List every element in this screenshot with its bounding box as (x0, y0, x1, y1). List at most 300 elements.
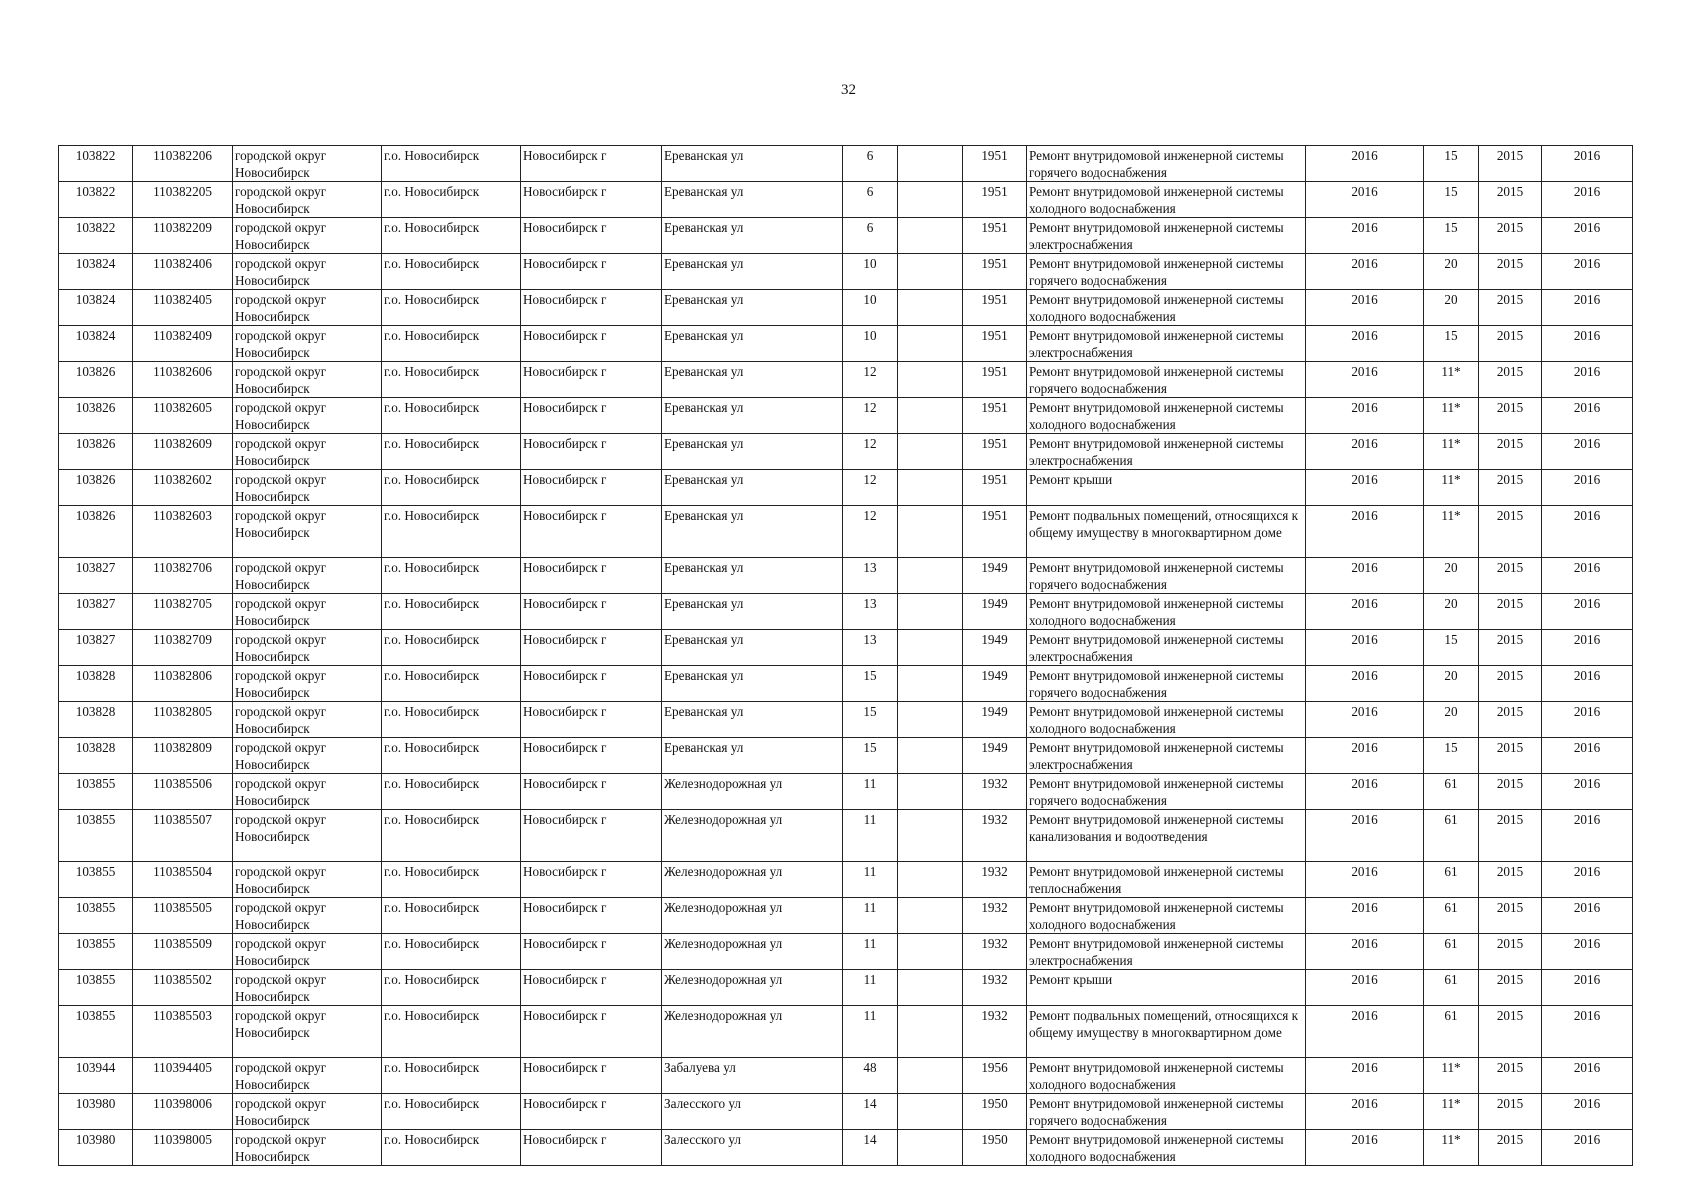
cell-street: Ереванская ул (662, 594, 843, 630)
cell-work-id: 110398005 (133, 1130, 233, 1166)
cell-plan-year: 2016 (1306, 774, 1424, 810)
cell-work-id: 110385509 (133, 934, 233, 970)
cell-settlement-short: г.о. Новосибирск (382, 254, 521, 290)
cell-plan-year: 2016 (1306, 862, 1424, 898)
cell-work-id: 110382705 (133, 594, 233, 630)
cell-building (898, 630, 963, 666)
cell-year-from: 2015 (1479, 898, 1542, 934)
cell-settlement-short: г.о. Новосибирск (382, 1094, 521, 1130)
table-row (59, 594, 1633, 630)
cell-building (898, 862, 963, 898)
cell-work-type: Ремонт внутридомовой инженерной системы горячего водоснабжения (1027, 254, 1306, 290)
cell-house-id: 103824 (59, 254, 133, 290)
cell-locality: Новосибирск г (521, 470, 662, 506)
cell-wear-percent: 61 (1424, 1006, 1479, 1058)
cell-plan-year: 2016 (1306, 218, 1424, 254)
cell-wear-percent: 61 (1424, 774, 1479, 810)
cell-locality: Новосибирск г (521, 898, 662, 934)
cell-house-number: 6 (843, 182, 898, 218)
cell-work-type: Ремонт внутридомовой инженерной системы холодного водоснабжения (1027, 290, 1306, 326)
cell-settlement-short: г.о. Новосибирск (382, 594, 521, 630)
cell-year-built: 1951 (963, 362, 1027, 398)
cell-year-to: 2016 (1542, 218, 1633, 254)
table-row (59, 362, 1633, 398)
table-row (59, 898, 1633, 934)
cell-house-id: 103828 (59, 738, 133, 774)
cell-municipality: городской округ Новосибирск (233, 398, 382, 434)
cell-year-from: 2015 (1479, 594, 1542, 630)
cell-wear-percent: 11* (1424, 470, 1479, 506)
cell-work-type: Ремонт крыши (1027, 970, 1306, 1006)
cell-work-type: Ремонт внутридомовой инженерной системы теплоснабжения (1027, 862, 1306, 898)
cell-locality: Новосибирск г (521, 1006, 662, 1058)
cell-house-number: 6 (843, 218, 898, 254)
cell-work-type: Ремонт внутридомовой инженерной системы холодного водоснабжения (1027, 182, 1306, 218)
cell-house-id: 103826 (59, 398, 133, 434)
cell-settlement-short: г.о. Новосибирск (382, 898, 521, 934)
cell-plan-year: 2016 (1306, 362, 1424, 398)
cell-work-type: Ремонт внутридомовой инженерной системы электроснабжения (1027, 738, 1306, 774)
cell-street: Железнодорожная ул (662, 934, 843, 970)
cell-municipality: городской округ Новосибирск (233, 1094, 382, 1130)
cell-locality: Новосибирск г (521, 862, 662, 898)
cell-year-to: 2016 (1542, 898, 1633, 934)
cell-year-built: 1932 (963, 898, 1027, 934)
cell-street: Железнодорожная ул (662, 898, 843, 934)
cell-work-id: 110382406 (133, 254, 233, 290)
cell-year-from: 2015 (1479, 146, 1542, 182)
cell-settlement-short: г.о. Новосибирск (382, 434, 521, 470)
cell-wear-percent: 20 (1424, 594, 1479, 630)
cell-building (898, 434, 963, 470)
cell-settlement-short: г.о. Новосибирск (382, 738, 521, 774)
cell-work-type: Ремонт внутридомовой инженерной системы горячего водоснабжения (1027, 362, 1306, 398)
cell-house-number: 14 (843, 1130, 898, 1166)
cell-year-built: 1956 (963, 1058, 1027, 1094)
table-row (59, 862, 1633, 898)
cell-settlement-short: г.о. Новосибирск (382, 630, 521, 666)
cell-work-id: 110382405 (133, 290, 233, 326)
cell-year-built: 1932 (963, 1006, 1027, 1058)
cell-house-id: 103944 (59, 1058, 133, 1094)
cell-plan-year: 2016 (1306, 398, 1424, 434)
cell-house-number: 12 (843, 362, 898, 398)
cell-work-id: 110385506 (133, 774, 233, 810)
cell-year-to: 2016 (1542, 1094, 1633, 1130)
cell-year-to: 2016 (1542, 506, 1633, 558)
cell-municipality: городской округ Новосибирск (233, 558, 382, 594)
cell-plan-year: 2016 (1306, 290, 1424, 326)
cell-municipality: городской округ Новосибирск (233, 362, 382, 398)
cell-plan-year: 2016 (1306, 434, 1424, 470)
cell-locality: Новосибирск г (521, 970, 662, 1006)
cell-building (898, 506, 963, 558)
cell-municipality: городской округ Новосибирск (233, 434, 382, 470)
table-row (59, 470, 1633, 506)
cell-wear-percent: 11* (1424, 1058, 1479, 1094)
cell-settlement-short: г.о. Новосибирск (382, 290, 521, 326)
table-row (59, 666, 1633, 702)
cell-year-to: 2016 (1542, 666, 1633, 702)
cell-work-type: Ремонт внутридомовой инженерной системы холодного водоснабжения (1027, 1058, 1306, 1094)
cell-building (898, 218, 963, 254)
cell-plan-year: 2016 (1306, 1094, 1424, 1130)
cell-house-number: 12 (843, 434, 898, 470)
cell-work-id: 110385507 (133, 810, 233, 862)
cell-year-to: 2016 (1542, 290, 1633, 326)
cell-year-built: 1932 (963, 934, 1027, 970)
cell-building (898, 898, 963, 934)
cell-year-to: 2016 (1542, 1058, 1633, 1094)
cell-year-to: 2016 (1542, 434, 1633, 470)
cell-year-from: 2015 (1479, 862, 1542, 898)
cell-house-number: 11 (843, 774, 898, 810)
cell-building (898, 362, 963, 398)
cell-street: Ереванская ул (662, 326, 843, 362)
cell-street: Забалуева ул (662, 1058, 843, 1094)
cell-house-id: 103826 (59, 362, 133, 398)
cell-locality: Новосибирск г (521, 362, 662, 398)
cell-year-to: 2016 (1542, 774, 1633, 810)
cell-building (898, 666, 963, 702)
cell-settlement-short: г.о. Новосибирск (382, 1058, 521, 1094)
cell-street: Ереванская ул (662, 254, 843, 290)
cell-work-id: 110382206 (133, 146, 233, 182)
cell-settlement-short: г.о. Новосибирск (382, 398, 521, 434)
cell-municipality: городской округ Новосибирск (233, 506, 382, 558)
cell-year-from: 2015 (1479, 1058, 1542, 1094)
cell-building (898, 738, 963, 774)
cell-year-to: 2016 (1542, 558, 1633, 594)
cell-work-id: 110382809 (133, 738, 233, 774)
cell-house-number: 11 (843, 810, 898, 862)
cell-house-number: 15 (843, 738, 898, 774)
cell-year-built: 1932 (963, 810, 1027, 862)
cell-year-from: 2015 (1479, 934, 1542, 970)
table-row (59, 558, 1633, 594)
cell-street: Ереванская ул (662, 182, 843, 218)
cell-building (898, 934, 963, 970)
cell-year-to: 2016 (1542, 254, 1633, 290)
cell-year-from: 2015 (1479, 182, 1542, 218)
cell-plan-year: 2016 (1306, 810, 1424, 862)
cell-work-type: Ремонт внутридомовой инженерной системы электроснабжения (1027, 326, 1306, 362)
table-row (59, 934, 1633, 970)
cell-municipality: городской округ Новосибирск (233, 326, 382, 362)
cell-street: Железнодорожная ул (662, 862, 843, 898)
cell-year-to: 2016 (1542, 934, 1633, 970)
cell-year-built: 1949 (963, 630, 1027, 666)
cell-settlement-short: г.о. Новосибирск (382, 506, 521, 558)
cell-year-built: 1950 (963, 1130, 1027, 1166)
cell-locality: Новосибирск г (521, 290, 662, 326)
cell-street: Ереванская ул (662, 218, 843, 254)
cell-wear-percent: 15 (1424, 630, 1479, 666)
cell-plan-year: 2016 (1306, 1058, 1424, 1094)
cell-work-type: Ремонт внутридомовой инженерной системы горячего водоснабжения (1027, 146, 1306, 182)
cell-house-id: 103824 (59, 290, 133, 326)
cell-year-built: 1932 (963, 970, 1027, 1006)
cell-building (898, 254, 963, 290)
table-row (59, 1094, 1633, 1130)
cell-year-from: 2015 (1479, 738, 1542, 774)
cell-municipality: городской округ Новосибирск (233, 1006, 382, 1058)
cell-year-to: 2016 (1542, 1130, 1633, 1166)
cell-street: Ереванская ул (662, 702, 843, 738)
cell-house-number: 6 (843, 146, 898, 182)
cell-house-number: 11 (843, 1006, 898, 1058)
table-row (59, 970, 1633, 1006)
page-number: 32 (841, 82, 856, 98)
cell-municipality: городской округ Новосибирск (233, 934, 382, 970)
cell-year-to: 2016 (1542, 702, 1633, 738)
cell-year-to: 2016 (1542, 398, 1633, 434)
cell-work-type: Ремонт внутридомовой инженерной системы горячего водоснабжения (1027, 1094, 1306, 1130)
table-row (59, 1006, 1633, 1058)
cell-house-id: 103828 (59, 702, 133, 738)
cell-work-id: 110382709 (133, 630, 233, 666)
cell-building (898, 810, 963, 862)
cell-house-id: 103828 (59, 666, 133, 702)
cell-year-from: 2015 (1479, 398, 1542, 434)
cell-year-built: 1932 (963, 774, 1027, 810)
cell-year-built: 1949 (963, 702, 1027, 738)
cell-year-from: 2015 (1479, 1094, 1542, 1130)
cell-locality: Новосибирск г (521, 326, 662, 362)
cell-house-id: 103855 (59, 898, 133, 934)
cell-street: Железнодорожная ул (662, 1006, 843, 1058)
cell-house-id: 103822 (59, 218, 133, 254)
cell-building (898, 1094, 963, 1130)
cell-year-built: 1950 (963, 1094, 1027, 1130)
cell-wear-percent: 61 (1424, 970, 1479, 1006)
cell-work-id: 110385502 (133, 970, 233, 1006)
cell-plan-year: 2016 (1306, 558, 1424, 594)
cell-wear-percent: 20 (1424, 558, 1479, 594)
cell-locality: Новосибирск г (521, 218, 662, 254)
cell-year-from: 2015 (1479, 666, 1542, 702)
cell-year-built: 1951 (963, 398, 1027, 434)
cell-year-to: 2016 (1542, 146, 1633, 182)
cell-work-id: 110382603 (133, 506, 233, 558)
cell-plan-year: 2016 (1306, 898, 1424, 934)
cell-street: Ереванская ул (662, 558, 843, 594)
cell-house-number: 10 (843, 254, 898, 290)
cell-year-from: 2015 (1479, 290, 1542, 326)
cell-work-type: Ремонт внутридомовой инженерной системы горячего водоснабжения (1027, 774, 1306, 810)
cell-house-number: 13 (843, 594, 898, 630)
cell-house-number: 15 (843, 666, 898, 702)
cell-locality: Новосибирск г (521, 774, 662, 810)
cell-municipality: городской округ Новосибирск (233, 218, 382, 254)
cell-street: Ереванская ул (662, 630, 843, 666)
cell-locality: Новосибирск г (521, 1094, 662, 1130)
cell-municipality: городской округ Новосибирск (233, 594, 382, 630)
cell-settlement-short: г.о. Новосибирск (382, 558, 521, 594)
cell-municipality: городской округ Новосибирск (233, 1058, 382, 1094)
cell-building (898, 774, 963, 810)
cell-work-id: 110382605 (133, 398, 233, 434)
cell-year-to: 2016 (1542, 862, 1633, 898)
cell-house-id: 103980 (59, 1130, 133, 1166)
cell-plan-year: 2016 (1306, 702, 1424, 738)
table-row (59, 290, 1633, 326)
cell-work-type: Ремонт внутридомовой инженерной системы холодного водоснабжения (1027, 594, 1306, 630)
cell-house-id: 103855 (59, 774, 133, 810)
cell-house-number: 12 (843, 506, 898, 558)
cell-building (898, 970, 963, 1006)
cell-work-type: Ремонт внутридомовой инженерной системы холодного водоснабжения (1027, 1130, 1306, 1166)
cell-municipality: городской округ Новосибирск (233, 470, 382, 506)
cell-year-built: 1949 (963, 666, 1027, 702)
cell-year-from: 2015 (1479, 218, 1542, 254)
cell-street: Ереванская ул (662, 146, 843, 182)
cell-street: Ереванская ул (662, 738, 843, 774)
cell-settlement-short: г.о. Новосибирск (382, 326, 521, 362)
cell-settlement-short: г.о. Новосибирск (382, 666, 521, 702)
cell-work-id: 110382706 (133, 558, 233, 594)
cell-year-to: 2016 (1542, 182, 1633, 218)
cell-plan-year: 2016 (1306, 182, 1424, 218)
cell-building (898, 470, 963, 506)
cell-year-to: 2016 (1542, 594, 1633, 630)
cell-settlement-short: г.о. Новосибирск (382, 1006, 521, 1058)
table-row (59, 1058, 1633, 1094)
cell-work-type: Ремонт подвальных помещений, относящихся к общему имуществу в многоквартирном доме (1027, 1006, 1306, 1058)
cell-year-from: 2015 (1479, 558, 1542, 594)
table-row (59, 738, 1633, 774)
cell-locality: Новосибирск г (521, 738, 662, 774)
cell-plan-year: 2016 (1306, 630, 1424, 666)
table-row (59, 774, 1633, 810)
cell-settlement-short: г.о. Новосибирск (382, 862, 521, 898)
cell-work-type: Ремонт внутридомовой инженерной системы горячего водоснабжения (1027, 558, 1306, 594)
cell-municipality: городской округ Новосибирск (233, 898, 382, 934)
cell-street: Залесского ул (662, 1130, 843, 1166)
cell-house-id: 103827 (59, 558, 133, 594)
cell-work-type: Ремонт внутридомовой инженерной системы холодного водоснабжения (1027, 702, 1306, 738)
cell-year-built: 1949 (963, 594, 1027, 630)
table-body (59, 146, 1633, 1166)
cell-locality: Новосибирск г (521, 506, 662, 558)
cell-work-id: 110382606 (133, 362, 233, 398)
cell-house-number: 10 (843, 290, 898, 326)
cell-wear-percent: 11* (1424, 1130, 1479, 1166)
cell-year-from: 2015 (1479, 810, 1542, 862)
cell-year-from: 2015 (1479, 506, 1542, 558)
cell-year-built: 1951 (963, 290, 1027, 326)
cell-work-id: 110394405 (133, 1058, 233, 1094)
cell-wear-percent: 61 (1424, 934, 1479, 970)
cell-locality: Новосибирск г (521, 810, 662, 862)
cell-year-from: 2015 (1479, 970, 1542, 1006)
cell-work-id: 110382806 (133, 666, 233, 702)
cell-work-type: Ремонт внутридомовой инженерной системы электроснабжения (1027, 434, 1306, 470)
cell-year-from: 2015 (1479, 254, 1542, 290)
cell-year-built: 1951 (963, 254, 1027, 290)
cell-year-to: 2016 (1542, 326, 1633, 362)
cell-work-id: 110382609 (133, 434, 233, 470)
cell-house-number: 11 (843, 898, 898, 934)
cell-settlement-short: г.о. Новосибирск (382, 146, 521, 182)
cell-year-built: 1951 (963, 182, 1027, 218)
cell-building (898, 146, 963, 182)
cell-wear-percent: 61 (1424, 898, 1479, 934)
cell-work-type: Ремонт подвальных помещений, относящихся к общему имуществу в многоквартирном доме (1027, 506, 1306, 558)
cell-year-to: 2016 (1542, 738, 1633, 774)
cell-house-number: 12 (843, 398, 898, 434)
cell-house-id: 103827 (59, 630, 133, 666)
cell-wear-percent: 15 (1424, 218, 1479, 254)
cell-municipality: городской округ Новосибирск (233, 970, 382, 1006)
cell-year-from: 2015 (1479, 434, 1542, 470)
cell-wear-percent: 20 (1424, 666, 1479, 702)
cell-locality: Новосибирск г (521, 1058, 662, 1094)
cell-house-id: 103855 (59, 810, 133, 862)
cell-year-built: 1951 (963, 434, 1027, 470)
cell-street: Ереванская ул (662, 666, 843, 702)
cell-work-id: 110382409 (133, 326, 233, 362)
cell-building (898, 326, 963, 362)
cell-wear-percent: 11* (1424, 1094, 1479, 1130)
cell-house-id: 103826 (59, 434, 133, 470)
cell-year-built: 1951 (963, 506, 1027, 558)
cell-wear-percent: 11* (1424, 434, 1479, 470)
cell-plan-year: 2016 (1306, 594, 1424, 630)
cell-house-number: 12 (843, 470, 898, 506)
cell-house-number: 13 (843, 630, 898, 666)
table-row (59, 810, 1633, 862)
cell-municipality: городской округ Новосибирск (233, 290, 382, 326)
cell-house-id: 103827 (59, 594, 133, 630)
cell-house-id: 103824 (59, 326, 133, 362)
cell-year-built: 1951 (963, 218, 1027, 254)
cell-street: Ереванская ул (662, 398, 843, 434)
cell-municipality: городской округ Новосибирск (233, 774, 382, 810)
cell-settlement-short: г.о. Новосибирск (382, 810, 521, 862)
cell-wear-percent: 15 (1424, 182, 1479, 218)
cell-street: Железнодорожная ул (662, 970, 843, 1006)
cell-settlement-short: г.о. Новосибирск (382, 470, 521, 506)
cell-wear-percent: 15 (1424, 326, 1479, 362)
cell-year-built: 1951 (963, 470, 1027, 506)
cell-work-id: 110385503 (133, 1006, 233, 1058)
cell-year-from: 2015 (1479, 1006, 1542, 1058)
cell-year-from: 2015 (1479, 774, 1542, 810)
cell-house-number: 10 (843, 326, 898, 362)
cell-building (898, 182, 963, 218)
cell-work-id: 110398006 (133, 1094, 233, 1130)
cell-building (898, 1130, 963, 1166)
cell-house-id: 103826 (59, 470, 133, 506)
cell-municipality: городской округ Новосибирск (233, 182, 382, 218)
cell-street: Железнодорожная ул (662, 774, 843, 810)
cell-year-to: 2016 (1542, 1006, 1633, 1058)
cell-plan-year: 2016 (1306, 666, 1424, 702)
cell-house-id: 103822 (59, 146, 133, 182)
cell-house-number: 11 (843, 970, 898, 1006)
cell-year-built: 1951 (963, 146, 1027, 182)
table-row (59, 506, 1633, 558)
cell-house-number: 14 (843, 1094, 898, 1130)
cell-plan-year: 2016 (1306, 326, 1424, 362)
cell-year-from: 2015 (1479, 326, 1542, 362)
cell-work-type: Ремонт внутридомовой инженерной системы канализования и водоотведения (1027, 810, 1306, 862)
cell-house-id: 103855 (59, 934, 133, 970)
cell-house-id: 103855 (59, 1006, 133, 1058)
cell-wear-percent: 11* (1424, 506, 1479, 558)
cell-house-number: 11 (843, 862, 898, 898)
